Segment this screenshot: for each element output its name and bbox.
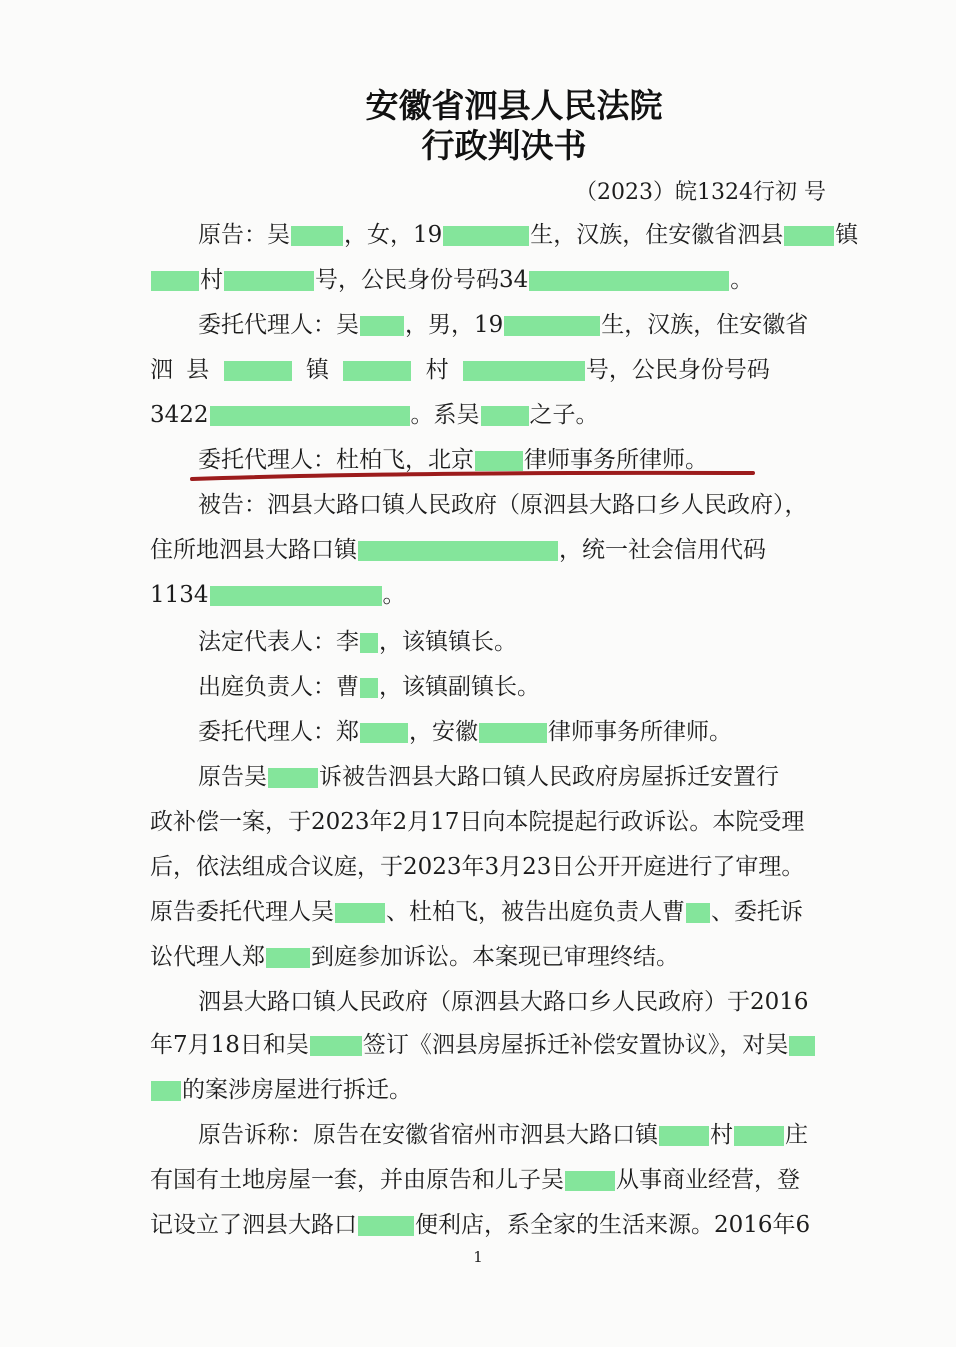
redaction: [479, 723, 547, 743]
paragraph-3-line-3: 记设立了泗县大路口 便利店，系全家的生活来源。2016年6: [150, 1212, 811, 1238]
redaction: [268, 768, 318, 788]
paragraph-1-line-1: 原告吴 诉被告泗县大路口镇人民政府房屋拆迁安置行: [198, 764, 779, 790]
legal-rep-line: 法定代表人：李 ，该镇镇长。: [198, 629, 517, 655]
defendant-line-1: 被告：泗县大路口镇人民政府（原泗县大路口乡人民政府），: [198, 492, 808, 518]
redaction: [224, 361, 292, 381]
redaction: [686, 903, 710, 923]
redaction: [481, 406, 529, 426]
paragraph-3-line-1: 原告诉称：原告在安徽省宿州市泗县大路口镇 村 庄: [198, 1122, 808, 1148]
paragraph-1-line-5: 讼代理人郑 到庭参加诉讼。本案现已审理终结。: [150, 944, 679, 970]
paragraph-3-line-2: 有国有土地房屋一套，并由原告和儿子吴 从事商业经营，登: [150, 1167, 800, 1193]
redaction: [659, 1126, 709, 1146]
paragraph-2-line-1: 泗县大路口镇人民政府（原泗县大路口乡人民政府）于2016: [198, 989, 809, 1015]
redaction: [360, 316, 404, 336]
court-name: 安徽省泗县人民法院: [365, 86, 663, 125]
agent-line-du: 委托代理人：杜柏飞，北京 律师事务所律师。: [198, 447, 708, 473]
redaction: [291, 226, 343, 246]
redaction: [358, 541, 558, 561]
redaction: [360, 678, 378, 698]
document-type: 行政判决书: [421, 126, 587, 165]
redaction: [789, 1036, 815, 1056]
redaction: [210, 406, 410, 426]
redaction: [343, 361, 411, 381]
redaction: [475, 451, 523, 471]
agent-line-1: 委托代理人：吴 ，男，19 生，汉族，住安徽省: [198, 312, 809, 338]
paragraph-2-line-2: 年7月18日和吴 签订《泗县房屋拆迁补偿安置协议》，对吴: [150, 1030, 860, 1060]
redaction: [210, 586, 382, 606]
redaction: [310, 1036, 362, 1056]
court-rep-line: 出庭负责人：曹 ，该镇副镇长。: [198, 674, 540, 700]
redaction: [443, 226, 529, 246]
red-underline: [190, 470, 755, 482]
page-number: 1: [473, 1248, 483, 1266]
agent-line-3: 3422 。系吴 之子。: [150, 402, 599, 428]
redaction: [504, 316, 600, 336]
defendant-line-3: 1134 。: [150, 582, 406, 608]
plaintiff-line-1: 原告：吴 ，女，19 生，汉族，住安徽省泗县 镇: [198, 222, 859, 248]
redaction: [335, 903, 385, 923]
redaction: [266, 948, 310, 968]
defendant-agent-line: 委托代理人：郑 ，安徽 律师事务所律师。: [198, 719, 732, 745]
redaction: [463, 361, 585, 381]
redaction: [734, 1126, 784, 1146]
redaction: [360, 723, 408, 743]
case-number: （2023）皖1324行初 号: [575, 180, 826, 205]
redaction: [151, 271, 199, 291]
redaction: [529, 271, 729, 291]
redaction: [565, 1171, 615, 1191]
redaction: [360, 633, 378, 653]
paragraph-2-line-3: 的案涉房屋进行拆迁。: [150, 1075, 860, 1105]
agent-line-2: 泗 县 镇 村 号，公民身份号码: [150, 357, 770, 383]
plaintiff-line-2: 村 号，公民身份号码34 。: [150, 265, 860, 295]
redaction: [784, 226, 834, 246]
defendant-line-2: 住所地泗县大路口镇 ，统一社会信用代码: [150, 537, 766, 563]
redaction: [151, 1081, 181, 1101]
paragraph-1-line-2: 政补偿一案，于2023年2月17日向本院提起行政诉讼。本院受理: [150, 809, 805, 835]
redaction: [224, 271, 314, 291]
paragraph-1-line-3: 后，依法组成合议庭，于2023年3月23日公开开庭进行了审理。: [150, 854, 805, 880]
redaction: [358, 1216, 414, 1236]
paragraph-1-line-4: 原告委托代理人吴 、杜柏飞，被告出庭负责人曹 、委托诉: [150, 899, 803, 925]
